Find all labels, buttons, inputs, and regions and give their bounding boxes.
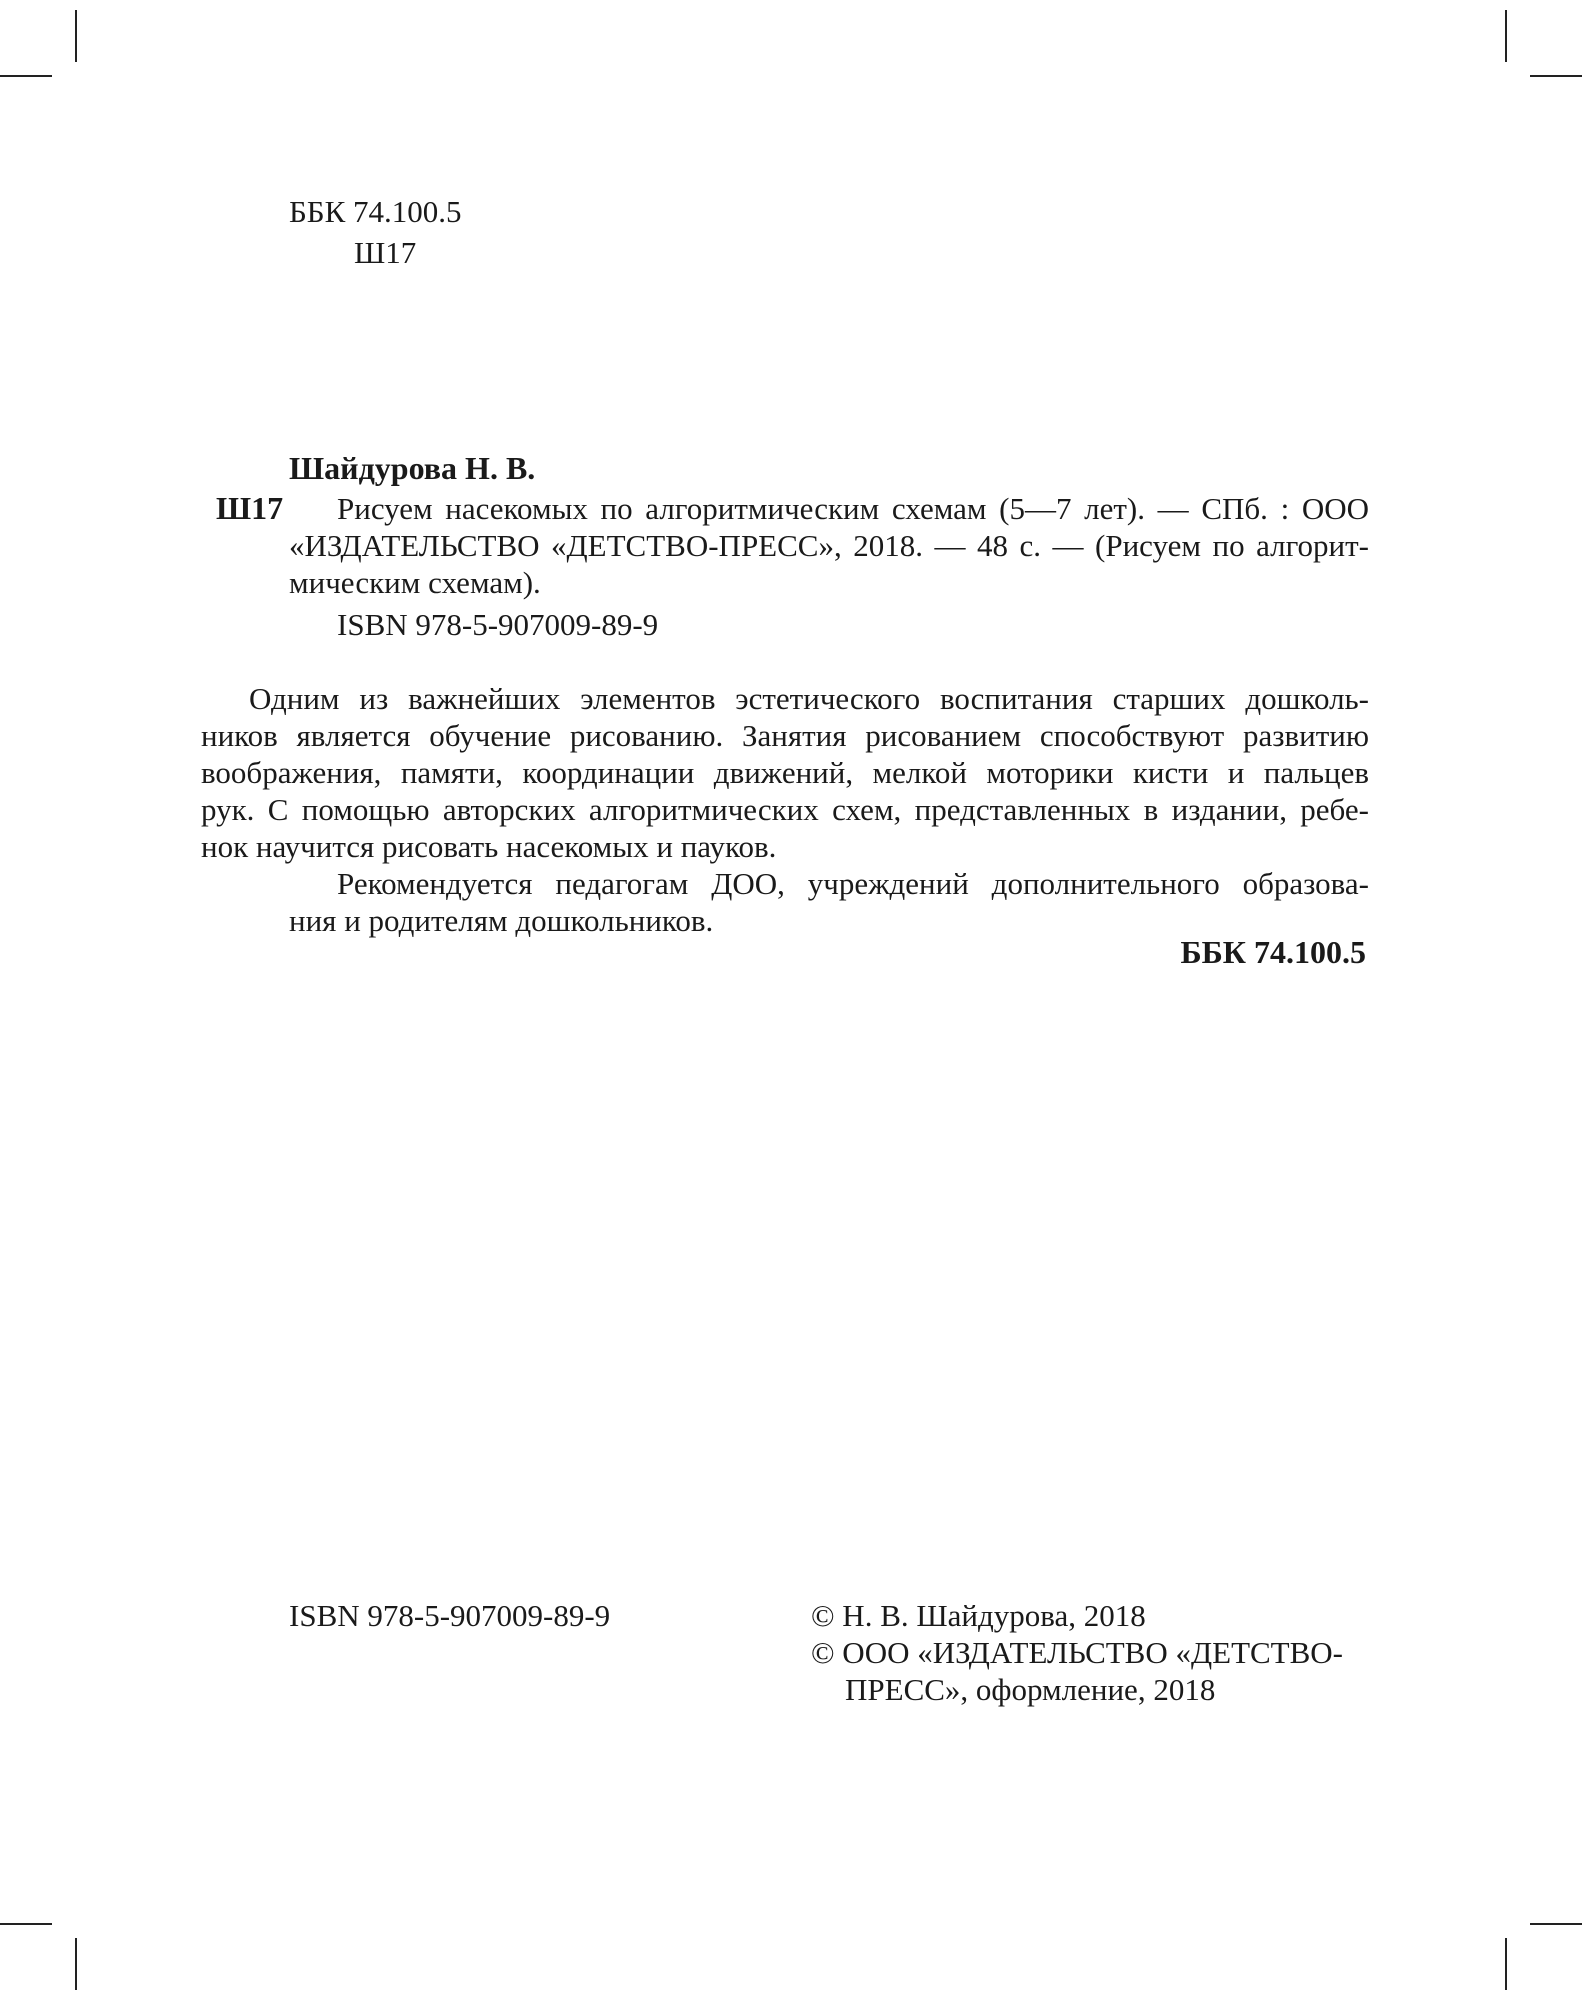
annotation-line: нок научится рисовать насекомых и пауков. [201, 829, 777, 864]
crop-mark-bottom-right [1505, 1938, 1507, 1990]
annotation-line: Одним из важнейших элементов эстетического воспитания старших дошколь- [249, 681, 1369, 716]
crop-mark-top-right [1505, 10, 1507, 62]
crop-mark-top-left-h [0, 75, 52, 77]
copyright-line: ПРЕСС», оформление, 2018 [845, 1672, 1216, 1707]
description-line: «ИЗДАТЕЛЬСТВО «ДЕТСТВО-ПРЕСС», 2018. — 48 с. — (Рисуем по алгорит- [289, 528, 1369, 563]
isbn-footer: ISBN 978-5-907009-89-9 [289, 1598, 611, 1633]
annotation-line: Рекомендуется педагогам ДОО, учреждений дополнительного образова- [337, 866, 1369, 901]
annotation-line: воображения, памяти, координации движений, мелкой моторики кисти и пальцев [201, 755, 1369, 790]
annotation-line: ния и родителям дошкольников. [289, 903, 714, 938]
author-mark-header: Ш17 [354, 235, 417, 270]
crop-mark-bottom-right-h [1530, 1923, 1582, 1925]
isbn-record: ISBN 978-5-907009-89-9 [337, 607, 659, 642]
crop-mark-top-right-h [1530, 75, 1582, 77]
crop-mark-top-left [75, 10, 77, 62]
author-mark: Ш17 [216, 490, 284, 526]
annotation-line: ников является обучение рисованию. Занятия рисованием способствуют развитию [201, 718, 1369, 753]
bbk-code-annotation: ББК 74.100.5 [1180, 934, 1366, 970]
crop-mark-bottom-left-h [0, 1923, 52, 1925]
annotation-line: рук. С помощью авторских алгоритмических схем, представленных в издании, ребе- [201, 792, 1369, 827]
bbk-code-header: ББК 74.100.5 [289, 194, 462, 229]
crop-mark-bottom-left [75, 1938, 77, 1990]
author-name: Шайдурова Н. В. [289, 450, 536, 486]
description-line: мическим схемам). [289, 565, 541, 600]
copyright-line: © Н. В. Шайдурова, 2018 [811, 1598, 1146, 1633]
copyright-line: © ООО «ИЗДАТЕЛЬСТВО «ДЕТСТВО- [811, 1635, 1344, 1670]
description-line: Рисуем насекомых по алгоритмическим схемам (5—7 лет). — СПб. : ООО [337, 491, 1369, 526]
